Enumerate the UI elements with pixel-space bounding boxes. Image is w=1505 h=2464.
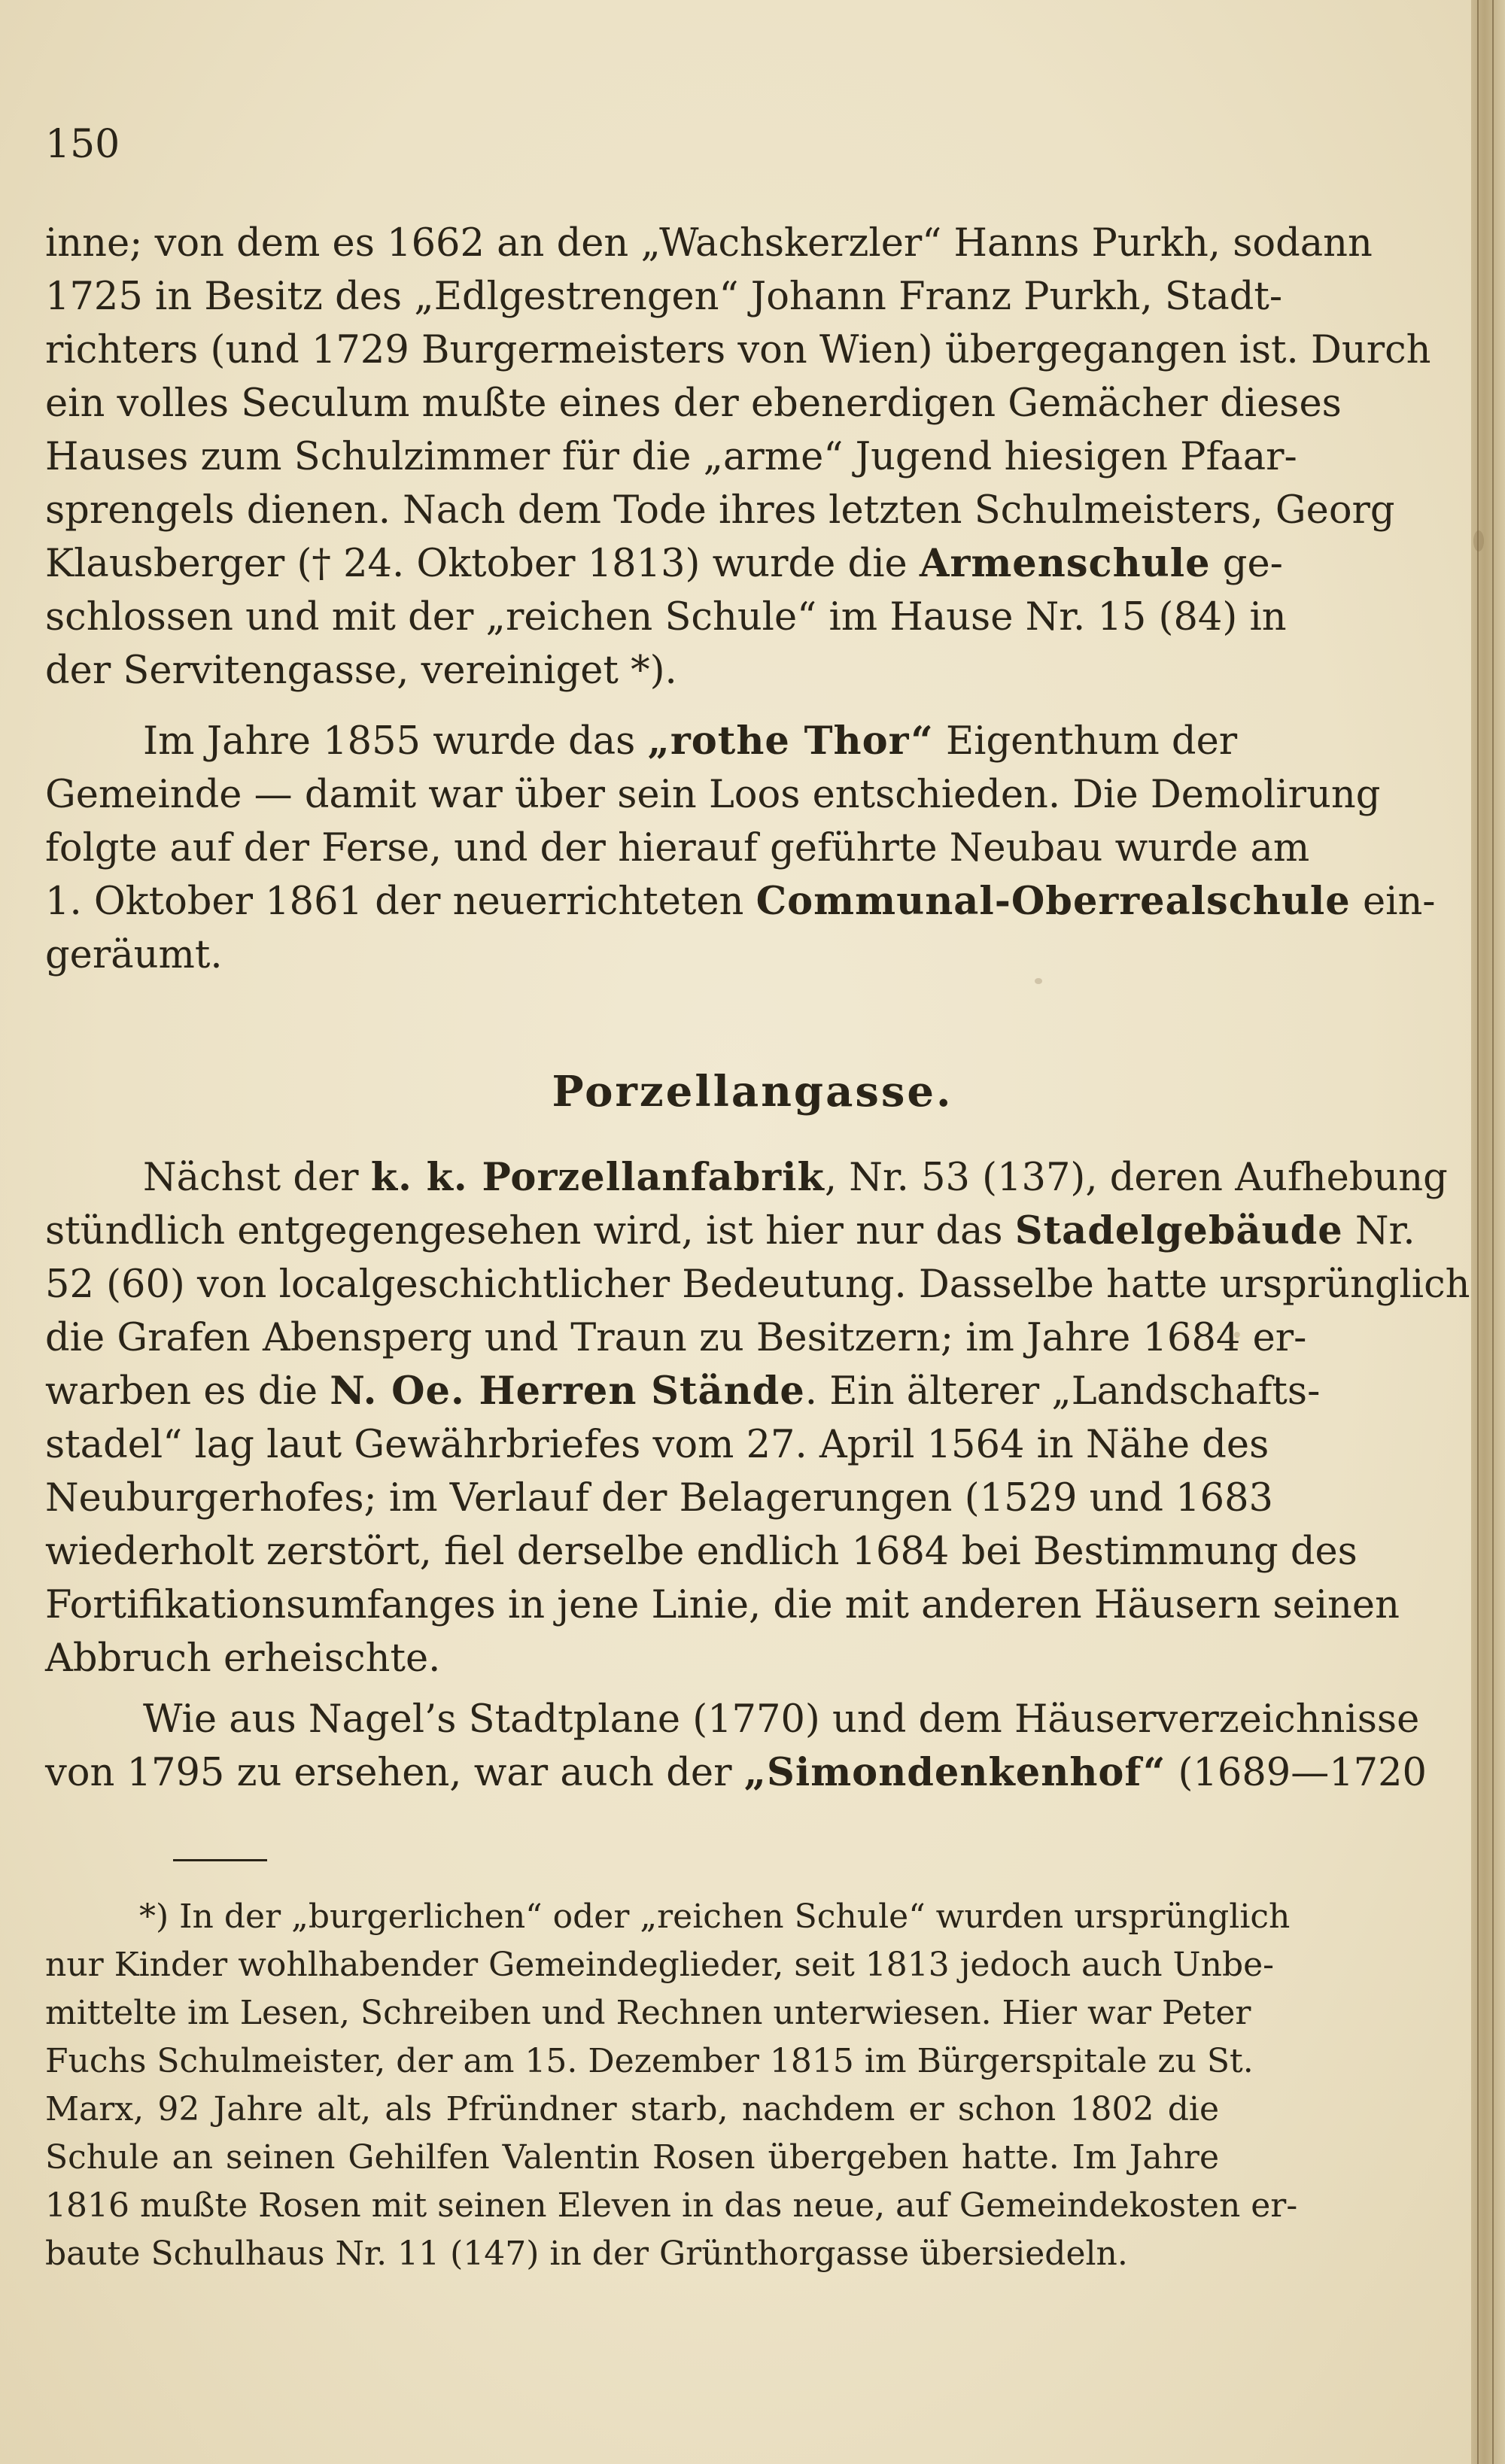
emphasis: N. Oe. Herren Stände — [330, 1369, 805, 1414]
text-line: 52 (60) von localgeschichtlicher Bedeutung. Dasselbe hatte ursprünglich — [45, 1262, 1470, 1307]
emphasis: „Simondenkenhof“ — [743, 1750, 1166, 1795]
text-line: der Servitengasse, vereiniget *). — [45, 649, 677, 693]
footnote-line: baute Schulhaus Nr. 11 (147) in der Grünthorgasse übersiedeln. — [45, 2235, 1128, 2273]
ink-spot — [1473, 530, 1484, 551]
text-line: Abbruch erheischte. — [45, 1636, 441, 1681]
text-line: Wie aus Nagel’s Stadtplane (1770) und dem Häuserverzeichnisse — [143, 1697, 1420, 1742]
text-line: stadel“ lag laut Gewährbriefes vom 27. April 1564 in Nähe des — [45, 1423, 1269, 1467]
footnote-line: *) In der „burgerlichen“ oder „reichen Schule“ wurden ursprünglich — [139, 1897, 1291, 1936]
text-line: folgte auf der Ferse, und der hierauf geführte Neubau wurde am — [45, 826, 1310, 870]
text-line: geräumt. — [45, 933, 223, 977]
footnote-rule — [173, 1859, 267, 1861]
text-line: Gemeinde — damit war über sein Loos entschieden. Die Demolirung — [45, 773, 1381, 817]
footnote-line: Marx, 92 Jahre alt, als Pfründner starb, nachdem er schon 1802 die — [45, 2090, 1219, 2128]
footnote-line: nur Kinder wohlhabender Gemeindeglieder, seit 1813 jedoch auch Unbe- — [45, 1946, 1275, 1984]
text-line: Nächst der k. k. Porzellanfabrik, Nr. 53 (137), deren Aufhebung — [143, 1155, 1448, 1200]
text-line: Klausberger († 24. Oktober 1813) wurde die Armenschule ge- — [45, 541, 1283, 586]
text-line: wiederholt zerstört, fiel derselbe endlich 1684 bei Bestimmung des — [45, 1530, 1358, 1574]
text-line: sprengels dienen. Nach dem Tode ihres letzten Schulmeisters, Georg — [45, 488, 1395, 533]
text-line: die Grafen Abensperg und Traun zu Besitzern; im Jahre 1684 er- — [45, 1316, 1307, 1360]
text-line: 1. Oktober 1861 der neuerrichteten Communal-Oberrealschule ein- — [45, 879, 1436, 924]
page-number: 150 — [45, 122, 120, 167]
text-line: Neuburgerhofes; im Verlauf der Belagerungen (1529 und 1683 — [45, 1476, 1273, 1521]
text-line: von 1795 zu ersehen, war auch der „Simondenkenhof“ (1689—1720 — [45, 1750, 1427, 1795]
text-line: inne; von dem es 1662 an den „Wachskerzler“ Hanns Purkh, sodann — [45, 221, 1373, 266]
edge-line — [1492, 0, 1494, 2464]
text-line: warben es die N. Oe. Herren Stände. Ein älterer „Landschafts- — [45, 1369, 1321, 1414]
text-line: Hauses zum Schulzimmer für die „arme“ Jugend hiesigen Pfaar- — [45, 435, 1297, 479]
text-line: stündlich entgegengesehen wird, ist hier nur das Stadelgebäude Nr. — [45, 1208, 1415, 1253]
footnote-line: Schule an seinen Gehilfen Valentin Rosen übergeben hatte. Im Jahre — [45, 2138, 1219, 2177]
ink-spot — [1035, 978, 1042, 984]
emphasis: „rothe Thor“ — [647, 719, 934, 764]
text-line: Im Jahre 1855 wurde das „rothe Thor“ Eigenthum der — [143, 719, 1238, 764]
emphasis: Stadelgebäude — [1014, 1208, 1343, 1253]
section-heading: Porzellangasse. — [552, 1067, 953, 1117]
text-line: schlossen und mit der „reichen Schule“ im Hause Nr. 15 (84) in — [45, 595, 1287, 640]
text-line: richters (und 1729 Burgermeisters von Wien) übergegangen ist. Durch — [45, 328, 1431, 372]
emphasis: Communal-Oberrealschule — [756, 879, 1351, 924]
page-edge — [1471, 0, 1505, 2464]
text-line: 1725 in Besitz des „Edlgestrengen“ Johann Franz Purkh, Stadt- — [45, 275, 1283, 319]
footnote-line: 1816 mußte Rosen mit seinen Eleven in das neue, auf Gemeindekosten er- — [45, 2186, 1298, 2225]
footnote-line: mittelte im Lesen, Schreiben und Rechnen unterwiesen. Hier war Peter — [45, 1994, 1251, 2032]
emphasis: k. k. Porzellanfabrik — [370, 1155, 825, 1200]
edge-line — [1477, 0, 1479, 2464]
text-line: Fortifikationsumfanges in jene Linie, die mit anderen Häusern seinen — [45, 1583, 1400, 1627]
emphasis: Armenschule — [919, 541, 1211, 586]
footnote-line: Fuchs Schulmeister, der am 15. Dezember 1815 im Bürgerspitale zu St. — [45, 2042, 1254, 2080]
text-line: ein volles Seculum mußte eines der ebenerdigen Gemächer dieses — [45, 381, 1342, 426]
